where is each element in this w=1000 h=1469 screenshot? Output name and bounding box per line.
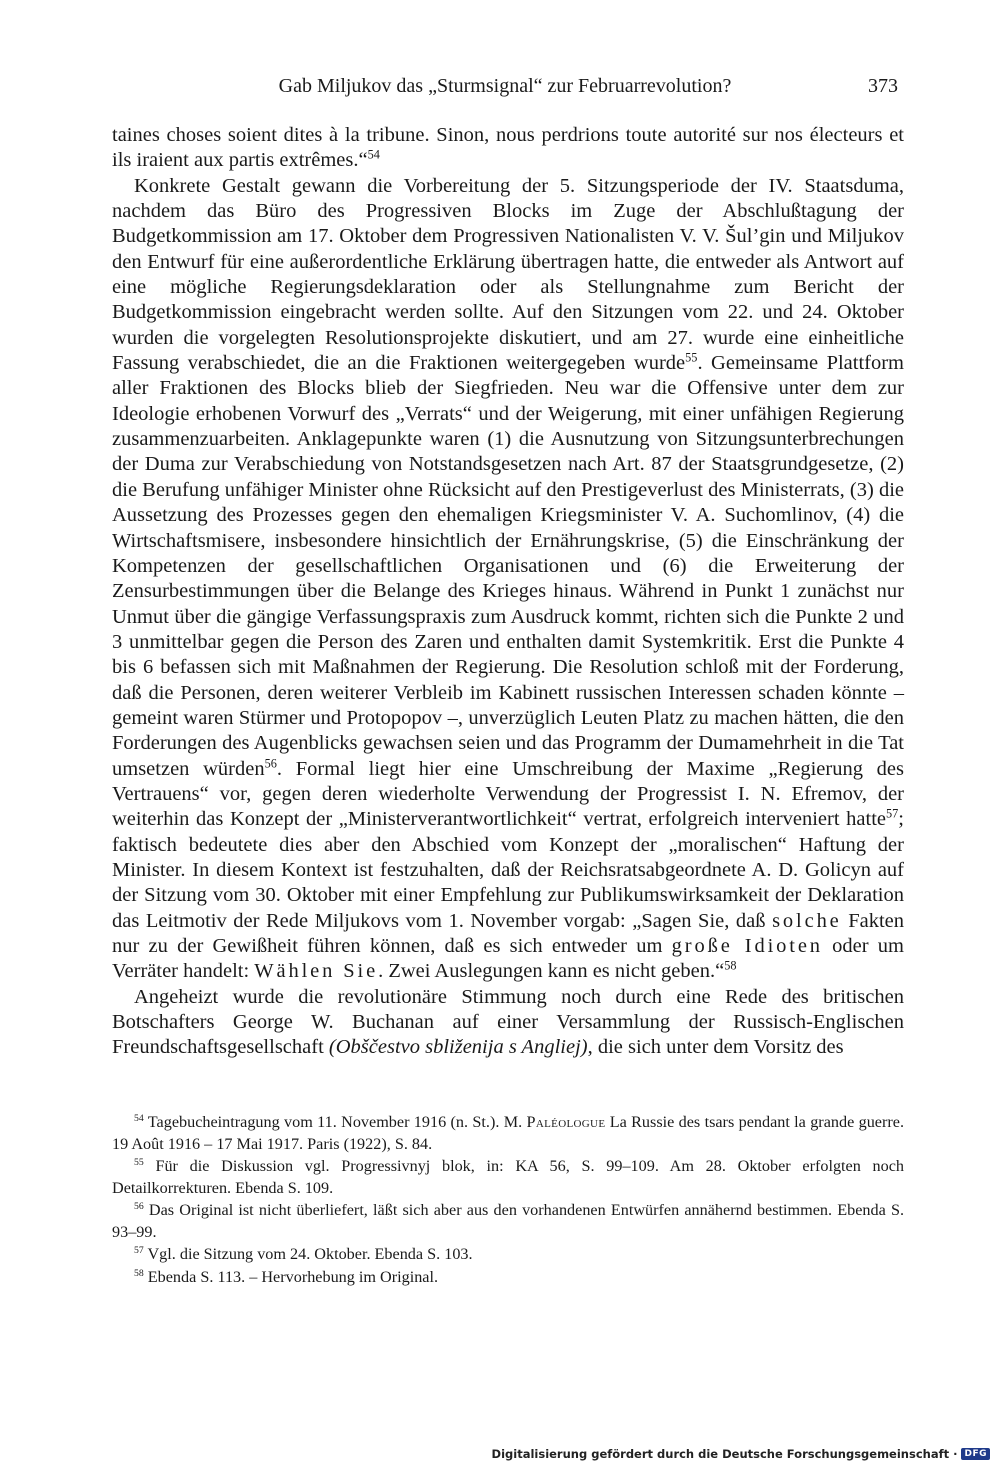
footnote-57: [112, 1244, 904, 1266]
footnote-number: 55: [134, 1156, 144, 1168]
paragraph-3: [112, 985, 904, 1061]
footnote-number: 54: [134, 1112, 144, 1124]
emphasis-grosse-idioten: große Idioten: [671, 935, 823, 957]
page-number: 373: [868, 75, 898, 97]
footnote-ref-55: 55: [685, 350, 698, 365]
footnote-number: 58: [134, 1267, 144, 1279]
footnote-55: [112, 1156, 904, 1199]
footnote-text: Tagebucheintragung vom 11. November 1916 (n. St.). M.: [147, 1113, 527, 1131]
footnote-ref-56: 56: [264, 755, 277, 770]
footnote-ref-57: 57: [886, 806, 899, 821]
paragraph-2-text-f: oder um Verräter handelt:: [112, 935, 904, 983]
footnote-number: 56: [134, 1200, 144, 1212]
author-name: Paléologue: [526, 1113, 606, 1131]
footnote-ref-58: 58: [724, 958, 737, 973]
footnote-text: Ebenda S. 113. – Hervorhebung im Original.: [147, 1267, 439, 1286]
paragraph-2-text-b: . Gemeinsame Plattform aller Fraktionen des Blocks blieb der Siegfrieden. Neu war die Offensive unter dem zur Ideologie erhobenen Vorwurf des „Verrats“ und der Weigerung, mit einer unfähigen Regierung zusammenzuarbeiten. Anklagepunkte waren (1) die Ausnutzung von Sitzungsunterbrechungen der Duma zur Verabschiedung von Notstandsgesetzen nach Art. 87 der Staatsgrundgesetze, (2) die Berufung unfähiger Minister ohne Rücksicht auf den Prestigeverlust des Ministerrats, (3) die Aussetzung des Prozesses gegen den ehemaligen Kriegsminister V. A. Suchomlinov, (4) die Wirtschaftsmisere, insbesondere hinsichtlich der Ernährungskrise, (5) die Einschränkung der Kompetenzen der gesellschaftlichen Organisationen und (6) die Erweiterung der Zensurbestimmungen über die Belange des Krieges hinaus. Während in Punkt 1 zunächst nur Unmut über die gängige Verfassungspraxis zum Ausdruck kommt, richten sich die Punkte 2 und 3 unmittelbar gegen die Person des Zaren und enthalten damit Systemkritik. Erst die Punkte 4 bis 6 befassen sich mit Maßnahmen der Regierung. Die Resolution schloß mit der Forderung, daß die Personen, deren weiterer Verbleib im Kabinett russischen Interessen schaden könnte – gemeint waren Stürmer und Protopopov –, unverzüglich Leuten Platz zu machen hätten, die den Forderungen des Augenblicks gewachsen seien und das Programm der Dumamehrheit in die Tat umsetzen würden: [112, 352, 905, 780]
emphasis-waehlen-sie: Wählen Sie: [254, 960, 379, 983]
paragraph-3-text-a: Angeheizt wurde die revolutionäre Stimmung noch durch eine Rede des britischen Botschafters George W. Buchanan auf einer Versammlung der Russisch-Englischen Freundschaftsgesellschaft: [112, 985, 904, 1059]
paragraph-2-text-c: . Formal liegt hier eine Umschreibung der Maxime „Regierung des Vertrauens“ vor, gegen deren wiederholte Verwendung der Progressist I. N. Efremov, der weiterhin das Konzept der „Ministerverantwortlichkeit“ vertrat, erfolgreich interveniert hatte: [112, 757, 904, 831]
footnote-56: [112, 1200, 904, 1243]
paragraph-2-text-g: . Zwei Auslegungen kann es nicht geben.“: [378, 960, 725, 983]
footnote-text: Das Original ist nicht überliefert, läßt sich aber aus den vorhandenen Entwürfen annähernd bestimmen. Ebenda S. 93–99.: [112, 1201, 904, 1241]
running-head: [112, 70, 898, 102]
paragraph-2-text-e: Fakten nur zu der Gewißheit führen können, daß es sich entweder um: [112, 909, 904, 957]
footnote-58: [112, 1267, 904, 1289]
paragraph-2-text-d: ; faktisch bedeutete dies aber den Abschied vom Konzept der „moralischen“ Haftung der Minister. In diesem Kontext ist festzuhalten, daß der Reichsratsabgeordnete A. D. Golicyn auf der Sitzung vom 30. Oktober mit einer Empfehlung zur Publikumswirksamkeit der Deklaration das Leitmotiv der Rede Miljukovs vom 1. November vorgab: „Sagen Sie, daß: [112, 808, 904, 932]
footnote-text: Für die Diskussion vgl. Progressivnyj blok, in: KA 56, S. 99–109. Am 28. Oktober erfolgten noch Detailkorrekturen. Ebenda S. 109.: [112, 1157, 904, 1197]
credit-text: Digitalisierung gefördert durch die Deutsche Forschungsgemeinschaft ·: [491, 1447, 958, 1461]
paragraph-2-text-a: Konkrete Gestalt gewann die Vorbereitung der 5. Sitzungsperiode der IV. Staatsduma, nachdem das Büro des Progressiven Blocks im Zuge der Abschlußtagung der Budgetkommission am 17. Oktober dem Progressiven Nationalisten V. V. Šul’gin und Miljukov den Entwurf für eine außerordentliche Erklärung übertragen hatte, die entweder als Antwort auf eine mögliche Regierungsdeklaration oder als Stellungnahme zum Bericht der Budgetkommission eingebracht werden sollte. Auf den Sitzungen vom 22. und 24. Oktober wurden die vorgelegten Resolutionsprojekte diskutiert, und am 27. wurde eine einheitliche Fassung verabschiedet, die an die Fraktionen weitergegeben wurde: [112, 174, 904, 375]
footnote-text: La Russie des tsars pendant la grande guerre. 19 Août 1916 – 17 Mai 1917. Paris (1922), S. 84.: [112, 1113, 904, 1153]
dfg-logo-icon: DFG: [961, 1448, 990, 1460]
paragraph-2: [112, 174, 904, 985]
italic-society-name: (Obščestvo sbliženija s Angliej): [328, 1036, 588, 1059]
paragraph-1-text: taines choses soient dites à la tribune. Sinon, nous perdrions toute autorité sur nos électeurs et ils iraient aux partis extrêmes.“: [112, 124, 904, 172]
footnote-number: 57: [134, 1244, 144, 1256]
footnote-text: Vgl. die Sitzung vom 24. Oktober. Ebenda S. 103.: [147, 1245, 473, 1263]
footnotes: [112, 1112, 904, 1289]
paragraph-3-text-b: , die sich unter dem Vorsitz des: [587, 1036, 844, 1059]
footnote-54: [112, 1112, 904, 1155]
emphasis-solche: solche: [772, 909, 842, 932]
running-title: Gab Miljukov das „Sturmsignal“ zur Februarrevolution?: [278, 75, 732, 97]
paragraph-1: [112, 123, 904, 174]
digitization-credit: [492, 1445, 990, 1463]
footnote-ref-54: 54: [367, 147, 380, 162]
body-text: [112, 123, 904, 1061]
